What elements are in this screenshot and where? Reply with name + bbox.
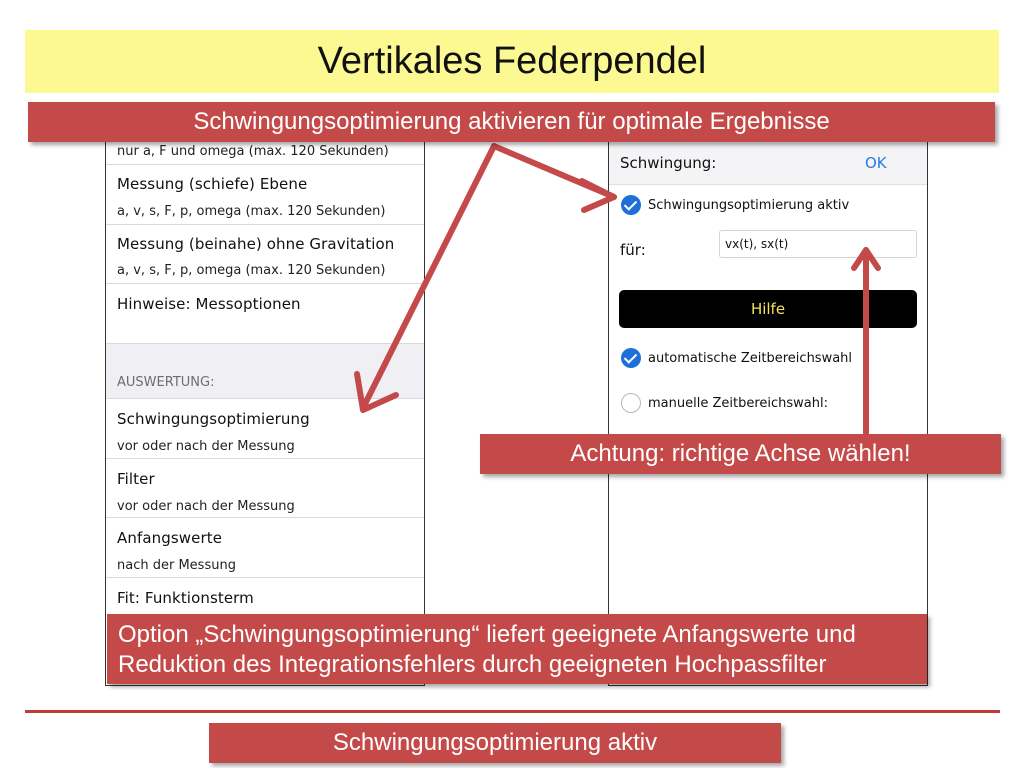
auto-time-radio-icon[interactable] (621, 348, 641, 368)
callout-choose-axis: Achtung: richtige Achse wählen! (480, 434, 1001, 474)
right-settings-panel (608, 128, 928, 686)
section-label: AUSWERTUNG: (117, 375, 215, 390)
list-item[interactable] (106, 399, 424, 459)
list-item-subtitle: vor oder nach der Messung (117, 439, 295, 454)
manual-time-label: manuelle Zeitbereichswahl: (648, 396, 828, 411)
list-item[interactable] (106, 518, 424, 578)
oscillation-header (609, 143, 927, 185)
arrow-to-checkbox (494, 146, 614, 197)
list-item-title: Messung (schiefe) Ebene (117, 175, 308, 193)
slide-title-bar (25, 30, 999, 93)
divider-line (25, 710, 1000, 713)
ok-button[interactable]: OK (865, 154, 887, 172)
list-item-title: Schwingungsoptimierung (117, 410, 310, 428)
callout-option-description (107, 614, 927, 684)
axis-input[interactable]: vx(t), sx(t) (719, 230, 917, 258)
callout-activate-optimization: Schwingungsoptimierung aktivieren für optimale Ergebnisse (28, 102, 995, 142)
list-item-title: Messung (beinahe) ohne Gravitation (117, 235, 395, 253)
list-item-title: Fit: Funktionsterm (117, 589, 254, 607)
list-item-subtitle: a, v, s, F, p, omega (max. 120 Sekunden) (117, 263, 386, 278)
oscillation-header-label: Schwingung: (620, 154, 717, 172)
section-header (106, 343, 424, 399)
list-item-subtitle: vor oder nach der Messung (117, 499, 295, 514)
manual-time-radio-icon[interactable] (621, 393, 641, 413)
list-item-subtitle: a, v, s, F, p, omega (max. 120 Sekunden) (117, 204, 386, 219)
callout-option-line: Option „Schwingungsoptimierung“ liefert geeignete Anfangswerte und (118, 621, 856, 648)
callout-option-line: Reduktion des Integrationsfehlers durch geeigneten Hochpassfilter (118, 651, 827, 678)
optimization-checkbox-icon[interactable] (621, 195, 641, 215)
list-item[interactable] (106, 225, 424, 284)
list-item-subtitle: nach der Messung (117, 558, 236, 573)
list-item-subtitle: nur a, F und omega (max. 120 Sekunden) (117, 144, 389, 159)
auto-time-label: automatische Zeitbereichswahl (648, 351, 853, 366)
list-item[interactable] (106, 284, 424, 343)
left-settings-panel (105, 128, 425, 686)
slide-title: Vertikales Federpendel (317, 40, 707, 82)
optimization-checkbox-label: Schwingungsoptimierung aktiv (648, 198, 850, 213)
list-item[interactable] (106, 165, 424, 225)
list-item-title: Filter (117, 470, 155, 488)
callout-bottom-caption: Schwingungsoptimierung aktiv (209, 723, 781, 763)
help-button-label: Hilfe (750, 300, 786, 318)
list-item-title: Hinweise: Messoptionen (117, 295, 301, 313)
help-button[interactable] (619, 290, 917, 328)
list-item-title: Anfangswerte (117, 529, 223, 547)
list-item[interactable] (106, 459, 424, 518)
for-label: für: (620, 241, 646, 259)
